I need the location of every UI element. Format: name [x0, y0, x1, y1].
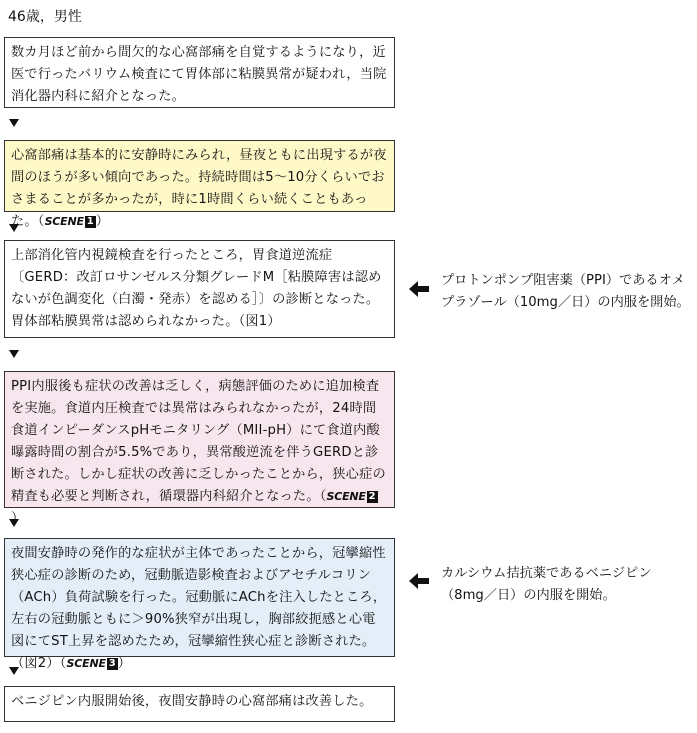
left-arrow-icon [409, 281, 429, 297]
down-arrow-icon [9, 224, 19, 232]
step-box-scene-2 [4, 371, 395, 526]
scene-label: SCENE [326, 490, 366, 503]
step-text: 心窩部痛は基本的に安静時にみられ，昼夜ともに出現するが夜間のほうが多い傾向であった。持続時間は5〜10分くらいでおさまることが多かったが，時に1時間くらい続くこともあった。（ [11, 148, 387, 229]
step-text: ベニジピン内服開始後，夜間安静時の心窩部痛は改善した。 [11, 694, 373, 709]
scene-number-badge: 1 [86, 216, 94, 227]
down-arrow-icon [9, 667, 19, 675]
step-text: 夜間安静時の発作的な症状が主体であったことから，冠攣縮性狭心症の診断のため，冠動脈造影検査およびアセチルコリン（ACh）負荷試験を行った。冠動脈にAChを注入したところ，左右の冠動脈ともに＞90%狭窄が出現し，胸部絞扼感と心電図にてST上昇を認めたため，冠攣縮性狭心症と診断された。（図2）（ [11, 546, 387, 671]
step-text: 数カ月ほど前から間欠的な心窩部痛を自覚するようになり，近医で行ったバリウム検査にて胃体部に粘膜異常が疑われ，当院消化器内科に紹介となった。 [11, 45, 387, 104]
scene-number-badge: 3 [108, 658, 116, 669]
scene-number-badge: 2 [368, 491, 376, 502]
step-text: 上部消化管内視鏡検査を行ったところ，胃食道逆流症〔GERD：改訂ロサンゼルス分類グレードM［粘膜障害は認めないが色調変化（白濁・発赤）を認める］〕の診断となった。胃体部粘膜異常は認められなかった。（図1） [11, 248, 382, 329]
step-box-outcome [4, 686, 395, 722]
down-arrow-icon [9, 350, 19, 358]
left-arrow-icon [409, 573, 429, 589]
scene-close-paren: ） [11, 511, 25, 526]
scene-close-paren: ） [95, 214, 110, 229]
down-arrow-icon [9, 519, 19, 527]
step-text: PPI内服後も症状の改善は乏しく，病態評価のために追加検査を実施。食道内圧検査では異常はみられなかったが，24時間食道インピーダンスpHモニタリング（MII-pH）にて食道内酸曝露時間の割合が5.5%であり，異常酸逆流を伴うGERDと診断された。しかし症状の改善に乏しかったことから，狭心症の精査も必要と判断され，循環器内科紹介となった。（ [11, 379, 386, 504]
side-note-benidipine: カルシウム拮抗薬であるベニジピン（8mg／日）の内服を開始。 [441, 566, 652, 603]
side-note-ppi: プロトンポンプ阻害薬（PPI）であるオメプラゾール（10mg／日）の内服を開始。 [441, 273, 690, 310]
scene-label: SCENE [44, 215, 84, 228]
step-box-endoscopy [4, 240, 395, 338]
down-arrow-icon [9, 119, 19, 127]
step-box-scene-3 [4, 538, 395, 671]
scene-close-paren: ） [117, 656, 132, 671]
step-box-scene-1 [4, 140, 395, 229]
scene-label: SCENE [66, 657, 106, 670]
step-box-referral [4, 37, 395, 108]
patient-header: 46歳，男性 [8, 9, 82, 25]
